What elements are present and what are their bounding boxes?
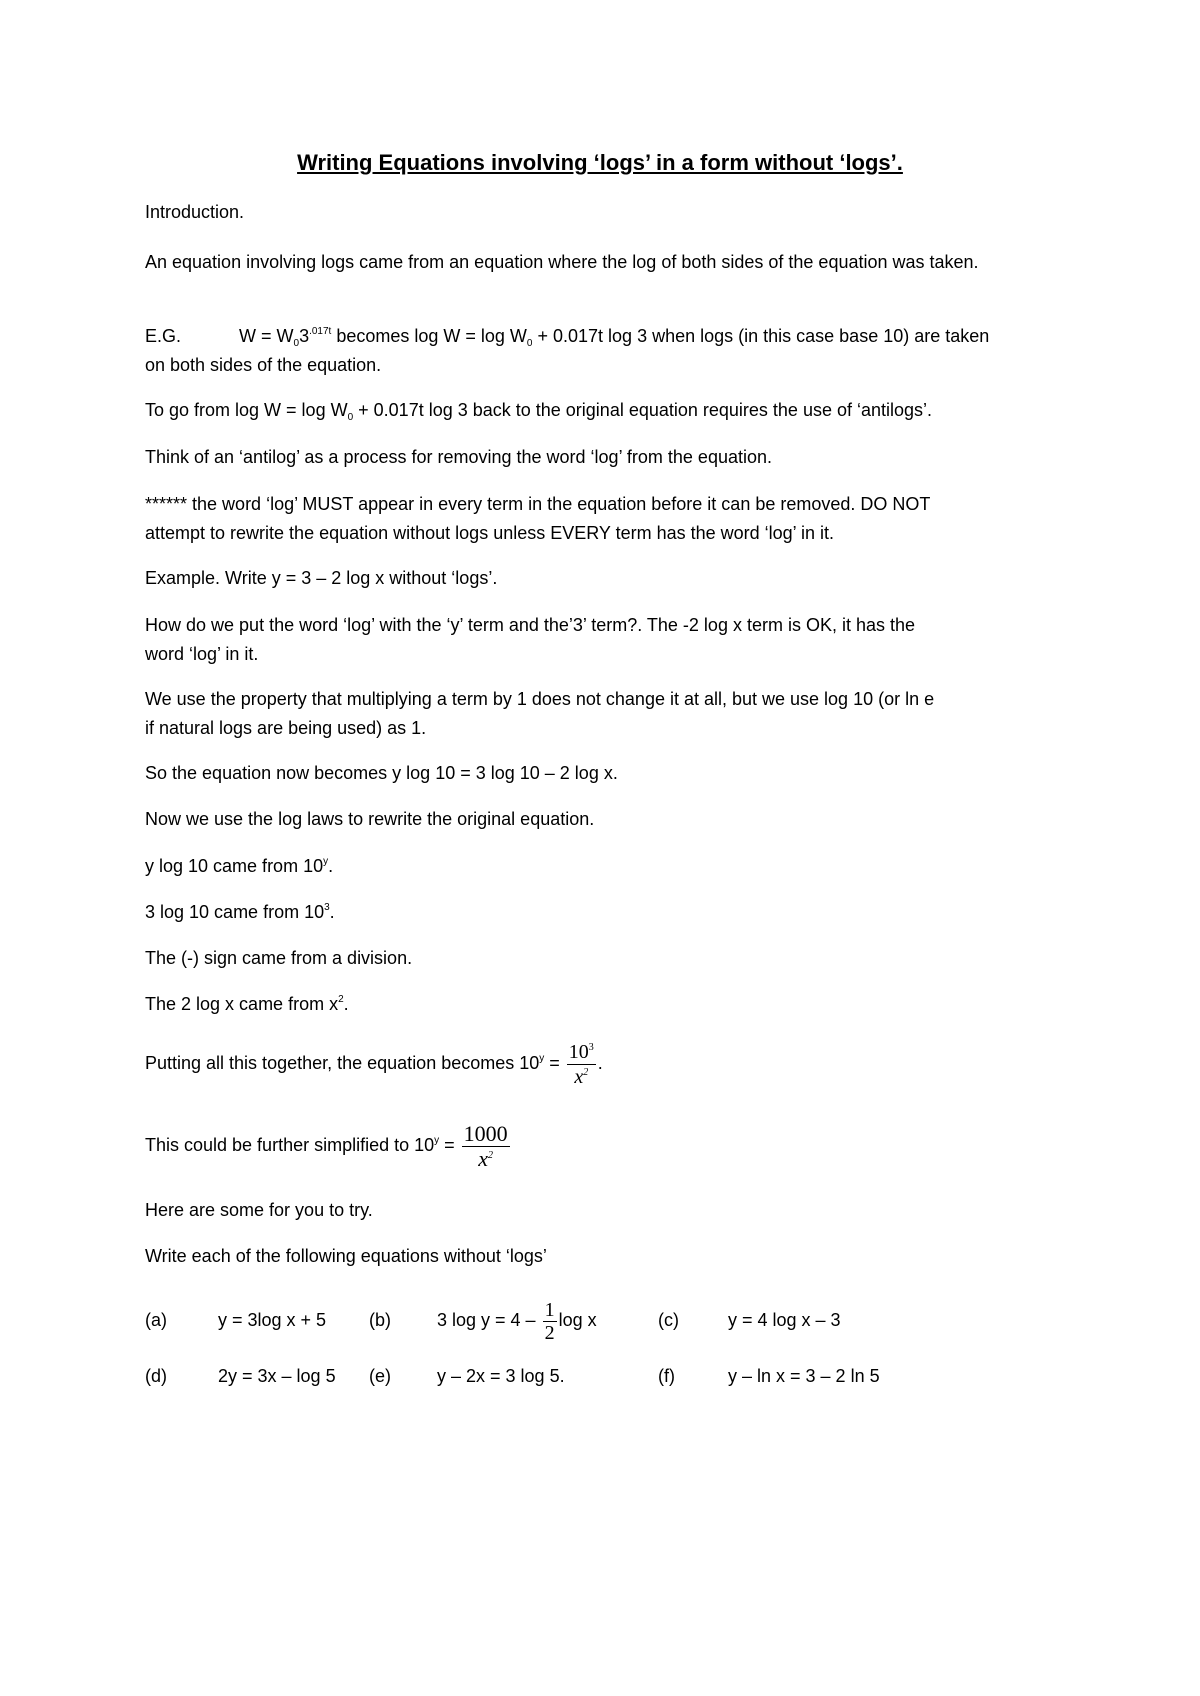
exercise-label-b: (b) [369, 1310, 391, 1330]
step-minus-sign: The (-) sign came from a division. [145, 948, 413, 968]
exercise-equation-a: y = 3log x + 5 [218, 1310, 327, 1330]
paragraph-equation-becomes: So the equation now becomes y log 10 = 3 log 10 – 2 log x. [145, 763, 618, 783]
step-simplified-equation: This could be further simplified to $10^y$ = $\frac{1000}{x^2}$ [145, 1120, 508, 1171]
exercise-equation-e: y – 2x = 3 log 5. [437, 1366, 565, 1386]
exercise-equation-d: 2y = 3x – log 5 [218, 1366, 336, 1386]
exercise-equation-f: y – ln x = 3 – 2 ln 5 [728, 1366, 880, 1386]
exercise-equation-b: 3 log y = 4 – $\frac{1}{2}$ log x [437, 1298, 597, 1344]
paragraph-warning-line1: ****** the word ‘log’ MUST appear in every term in the equation before it can be removed. DO NOT [145, 494, 931, 514]
document-title: Writing Equations involving ‘logs’ in a form without ‘logs’. [297, 150, 903, 175]
exercise-equation-c: y = 4 log x – 3 [728, 1310, 841, 1330]
fraction-10cubed-over-x-squared: $\frac{10^3}{x^2}$ [568, 1040, 594, 1088]
paragraph-instructions: Write each of the following equations without ‘logs’ [145, 1246, 547, 1266]
paragraph-antilog-intro: To go from $\log W = \log W_0 + 0.017t$ log 3 back to the original equation requires the use of ‘antilogs’. [145, 400, 933, 423]
exercise-label-c: (c) [658, 1310, 679, 1330]
paragraph-example-line2: on both sides of the equation. [145, 355, 382, 375]
fraction-1000-over-x-squared: $\frac{1000}{x^2}$ [463, 1120, 508, 1171]
exercise-label-e: (e) [369, 1366, 391, 1386]
step-y-log-10: y log 10 came from 10$^y$. [145, 856, 334, 876]
paragraph-example-line1 [145, 322, 1085, 350]
eg-equation: $W = W_03^{.017t}$ becomes $\log W = \log W_0 + 0.017t$ log 3 when logs (in this case base 10) are taken [239, 326, 990, 349]
exercise-row-1 [145, 1290, 1085, 1350]
paragraph-property-line2: if natural logs are being used) as 1. [145, 718, 427, 738]
paragraph-warning-line2: attempt to rewrite the equation without logs unless EVERY term has the word ‘log’ in it. [145, 523, 835, 543]
exercise-row-2 [145, 1362, 1085, 1392]
step-3-log-10: 3 log 10 came from $10^3$. [145, 902, 335, 922]
exercise-label-f: (f) [658, 1366, 675, 1386]
intro-heading: Introduction. [145, 202, 245, 222]
step-combined-equation: Putting all this together, the equation becomes $10^y$ = $\frac{10^3}{x^2}$ . [145, 1040, 603, 1088]
paragraph-log-laws: Now we use the log laws to rewrite the original equation. [145, 809, 595, 829]
paragraph-example-task: Example. Write y = 3 – 2 log x without ‘logs’. [145, 568, 498, 588]
paragraph-antilog-definition: Think of an ‘antilog’ as a process for removing the word ‘log’ from the equation. [145, 447, 772, 467]
exercise-label-a: (a) [145, 1310, 167, 1330]
paragraph-question-line2: word ‘log’ in it. [145, 644, 259, 664]
fraction-one-half: $\frac{1}{2}$ [544, 1298, 555, 1344]
paragraph-intro: An equation involving logs came from an equation where the log of both sides of the equation was taken. [145, 252, 979, 272]
exercise-label-d: (d) [145, 1366, 167, 1386]
paragraph-try-these: Here are some for you to try. [145, 1200, 373, 1220]
paragraph-question-line1: How do we put the word ‘log’ with the ‘y’ term and the’3’ term?. The -2 log x term is OK, it has the [145, 615, 916, 635]
step-2-log-x: The 2 log x came from $x^2$. [145, 994, 349, 1014]
eg-label: E.G. [145, 326, 182, 346]
paragraph-property-line1: We use the property that multiplying a term by 1 does not change it at all, but we use log 10 (or ln e [145, 689, 935, 709]
